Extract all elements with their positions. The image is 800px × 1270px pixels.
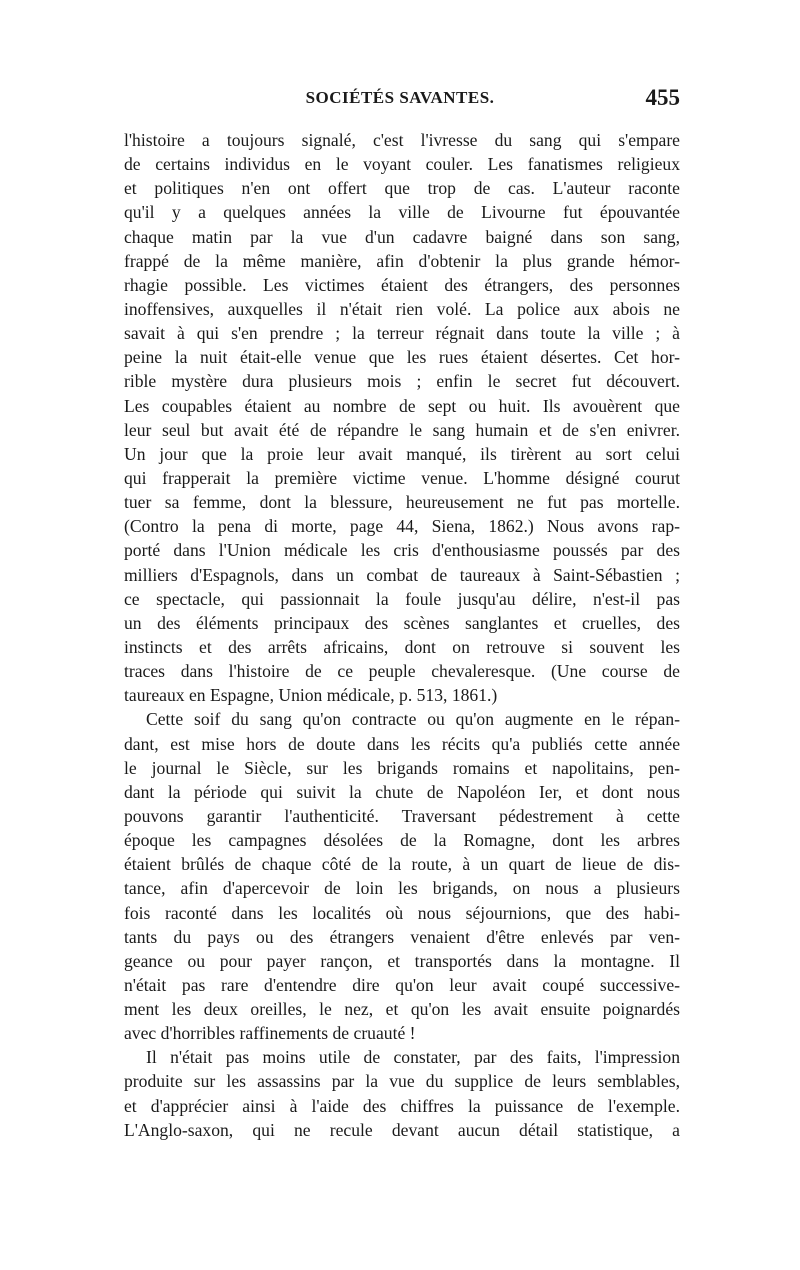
text-line: fois raconté dans les localités où nous séjournions, que des habi- <box>124 902 680 923</box>
text-line: et politiques n'en ont offert que trop de cas. L'auteur raconte <box>124 178 680 199</box>
text-line: rhagie possible. Les victimes étaient des étrangers, des personnes <box>124 274 680 295</box>
text-line: le journal le Siècle, sur les brigands romains et napolitains, pen- <box>124 757 680 778</box>
text-line: Les coupables étaient au nombre de sept ou huit. Ils avouèrent que <box>124 395 680 416</box>
text-line: Cette soif du sang qu'on contracte ou qu'on augmente en le répan- <box>146 709 680 730</box>
text-line: traces dans l'histoire de ce peuple chevaleresque. (Une course de <box>124 661 680 682</box>
text-line: (Contro la pena di morte, page 44, Siena, 1862.) Nous avons rap- <box>124 516 680 537</box>
text-line: milliers d'Espagnols, dans un combat de taureaux à Saint-Sébastien ; <box>124 564 680 585</box>
text-line: de certains individus en le voyant couler. Les fanatismes religieux <box>124 154 680 175</box>
running-title: SOCIÉTÉS SAVANTES. <box>305 88 495 107</box>
text-line: avec d'horribles raffinements de cruauté ! <box>124 1023 416 1044</box>
text-line: rible mystère dura plusieurs mois ; enfin le secret fut découvert. <box>124 371 680 392</box>
text-line: ce spectacle, qui passionnait la foule jusqu'au délire, n'est-il pas <box>124 588 680 609</box>
text-line: L'Anglo-saxon, qui ne recule devant aucun détail statistique, a <box>124 1119 680 1140</box>
page-number: 455 <box>645 85 680 110</box>
running-head <box>120 85 680 114</box>
text-line: leur seul but avait été de répandre le sang humain et de s'en enivrer. <box>124 419 680 440</box>
text-line: un des éléments principaux des scènes sanglantes et cruelles, des <box>124 612 680 633</box>
text-line: étaient brûlés de chaque côté de la route, à un quart de lieue de dis- <box>124 854 680 875</box>
text-line: tants du pays ou des étrangers venaient d'être enlevés par ven- <box>124 926 680 947</box>
text-line: taureaux en Espagne, Union médicale, p. 513, 1861.) <box>124 685 498 706</box>
text-line: tuer sa femme, dont la blessure, heureusement ne fut pas mortelle. <box>124 492 680 513</box>
text-line: pouvons garantir l'authenticité. Traversant pédestrement à cette <box>124 805 680 826</box>
text-line: frappé de la même manière, afin d'obtenir la plus grande hémor- <box>124 250 680 271</box>
text-line: geance ou pour payer rançon, et transportés dans la montagne. Il <box>124 950 680 971</box>
text-line: produite sur les assassins par la vue du supplice de leurs semblables, <box>124 1071 680 1092</box>
text-line: dant la période qui suivit la chute de Napoléon Ier, et dont nous <box>124 781 680 802</box>
text-line: inoffensives, auxquelles il n'était rien volé. La police aux abois ne <box>124 298 680 319</box>
text-line: porté dans l'Union médicale les cris d'enthousiasme poussés par des <box>124 540 680 561</box>
text-line: savait à qui s'en prendre ; la terreur régnait dans toute la ville ; à <box>124 323 680 344</box>
text-line: tance, afin d'apercevoir de loin les brigands, on nous a plusieurs <box>124 878 680 899</box>
text-line: chaque matin par la vue d'un cadavre baigné dans son sang, <box>124 226 680 247</box>
text-line: Il n'était pas moins utile de constater, par des faits, l'impression <box>146 1047 680 1068</box>
text-line: dant, est mise hors de doute dans les récits qu'a publiés cette année <box>124 733 680 754</box>
text-line: ment les deux oreilles, le nez, et qu'on les avait ensuite poignardés <box>124 999 680 1020</box>
text-line: l'histoire a toujours signalé, c'est l'ivresse du sang qui s'empare <box>124 130 680 150</box>
text-line: qui frapperait la première victime venue. L'homme désigné courut <box>124 467 680 488</box>
text-line: qu'il y a quelques années la ville de Livourne fut épouvantée <box>124 202 680 223</box>
text-line: époque les campagnes désolées de la Romagne, dont les arbres <box>124 830 680 851</box>
body-text <box>124 128 680 1142</box>
text-line: instincts et des arrêts africains, dont on retrouve si souvent les <box>124 636 680 657</box>
text-line: et d'apprécier ainsi à l'aide des chiffres la puissance de l'exemple. <box>124 1095 680 1116</box>
text-line: Un jour que la proie leur avait manqué, ils tirèrent au sort celui <box>124 443 680 464</box>
text-line: n'était pas rare d'entendre dire qu'on leur avait coupé successive- <box>124 974 680 995</box>
text-line: peine la nuit était-elle venue que les rues étaient désertes. Cet hor- <box>124 347 680 368</box>
